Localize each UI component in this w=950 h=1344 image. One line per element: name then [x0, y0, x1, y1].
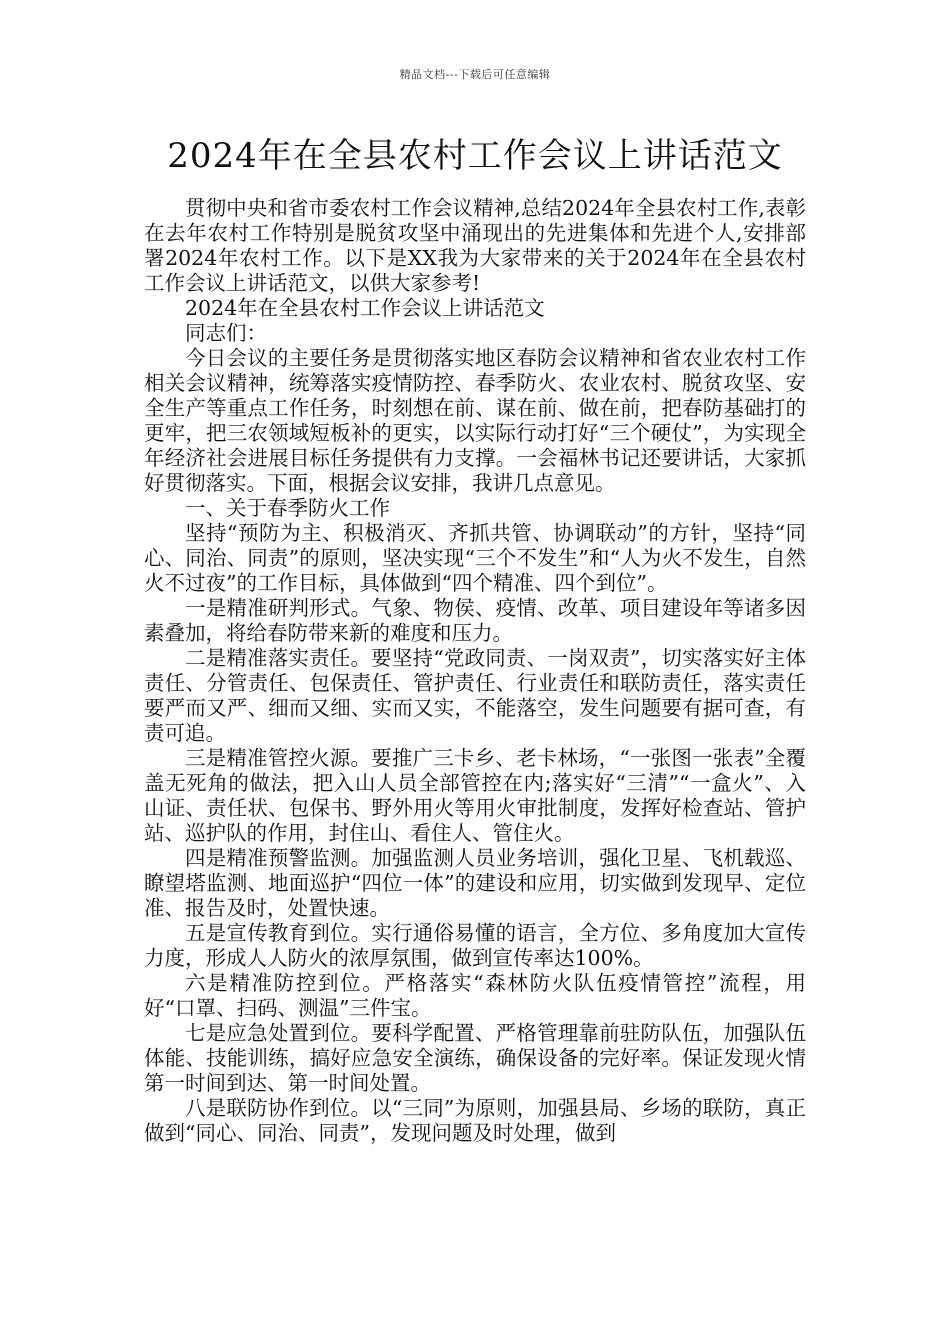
paragraph-point-4: 四是精准预警监测。加强监测人员业务培训，强化卫星、飞机载巡、瞭望塔监测、地面巡护“四位一体”的建设和应用，切实做到发现早、定位准、报告及时，处置快速。	[144, 846, 806, 920]
document-body	[144, 196, 806, 1146]
paragraph-point-6: 六是精准防控到位。严格落实“森林防火队伍疫情管控”流程，用好“口罩、扫码、测温”三件宝。	[144, 971, 806, 1020]
document-title: 2024年在全县农村工作会议上讲话范文	[167, 136, 783, 176]
paragraph-point-8: 八是联防协作到位。以“三同”为原则，加强县局、乡场的联防，真正做到“同心、同治、同责”，发现问题及时处理，做到	[144, 1096, 806, 1145]
paragraph-point-1: 一是精准研判形式。气象、物侯、疫情、改革、项目建设年等诸多因素叠加，将给春防带来新的难度和压力。	[144, 596, 806, 645]
paragraph-point-3: 三是精准管控火源。要推广三卡乡、老卡林场，“一张图一张表”全覆盖无死角的做法，把入山人员全部管控在内;落实好“三清”“一盒火”、入山证、责任状、包保书、野外用火等用火审批制度，发挥好检查站、管护站、巡护队的作用，封住山、看住人、管住火。	[144, 746, 806, 845]
paragraph-intro: 贯彻中央和省市委农村工作会议精神,总结2024年全县农村工作,表彰在去年农村工作特别是脱贫攻坚中涌现出的先进集体和先进个人,安排部署2024年农村工作。以下是XX我为大家带来的关于2024年在全县农村工作会议上讲话范文，以供大家参考!	[144, 196, 806, 295]
paragraph-subtitle: 2024年在全县农村工作会议上讲话范文	[185, 296, 545, 320]
paragraph-point-7: 七是应急处置到位。要科学配置、严格管理靠前驻防队伍，加强队伍体能、技能训练，搞好应急安全演练，确保设备的完好率。保证发现火情第一时间到达、第一时间处置。	[144, 1021, 806, 1095]
paragraph-principles: 坚持“预防为主、积极消灭、齐抓共管、协调联动”的方针，坚持“同心、同治、同责”的原则，坚决实现“三个不发生”和“人为火不发生，自然火不过夜”的工作目标，具体做到“四个精准、四个到位”。	[144, 521, 806, 595]
paragraph-point-2: 二是精准落实责任。要坚持“党政同责、一岗双责”，切实落实好主体责任、分管责任、包保责任、管护责任、行业责任和联防责任，落实责任要严而又严、细而又细、实而又实，不能落空，发生问题要有据可查，有责可追。	[144, 646, 806, 745]
paragraph-meeting-tasks: 今日会议的主要任务是贯彻落实地区春防会议精神和省农业农村工作相关会议精神，统筹落实疫情防控、春季防火、农业农村、脱贫攻坚、安全生产等重点工作任务，时刻想在前、谋在前、做在前，把春防基础打的更牢，把三农领域短板补的更实，以实际行动打好“三个硬仗”，为实现全年经济社会进展目标任务提供有力支撑。一会福林书记还要讲话，大家抓好贯彻落实。下面，根据会议安排，我讲几点意见。	[144, 346, 806, 495]
paragraph-point-5: 五是宣传教育到位。实行通俗易懂的语言，全方位、多角度加大宣传力度，形成人人防火的浓厚氛围，做到宣传率达100%。	[144, 921, 806, 970]
paragraph-salutation: 同志们：	[185, 321, 267, 345]
page-header: 精品文档---下载后可任意编辑	[399, 68, 551, 81]
section-heading-fire-prevention: 一、关于春季防火工作	[185, 496, 390, 520]
